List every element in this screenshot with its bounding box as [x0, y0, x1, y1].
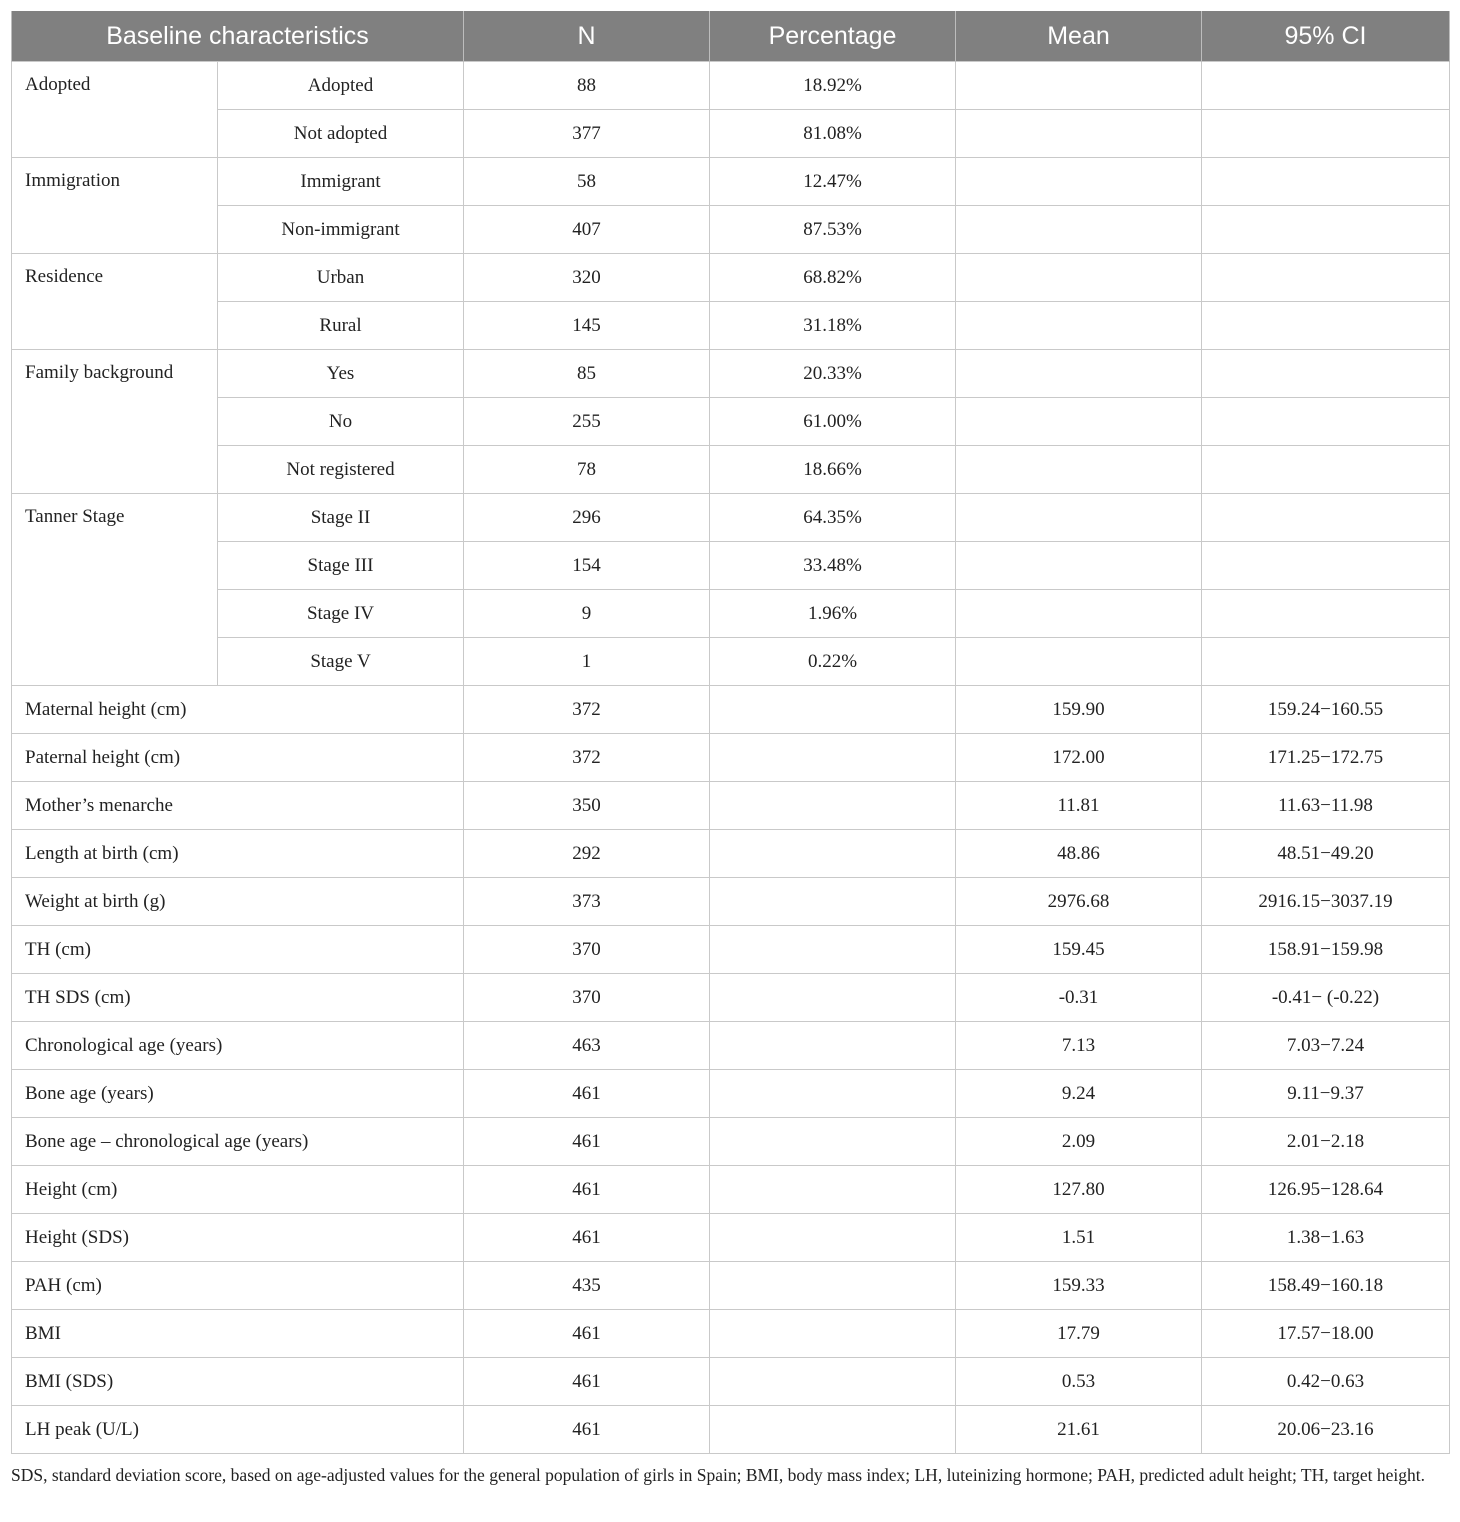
- subcategory-cell: No: [218, 398, 464, 446]
- measure-label: Mother’s menarche: [12, 782, 464, 830]
- ci-cell: 20.06−23.16: [1202, 1406, 1450, 1454]
- subcategory-cell: Stage V: [218, 638, 464, 686]
- mean-cell: 11.81: [956, 782, 1202, 830]
- category-cell: Immigration: [12, 158, 218, 254]
- table-row: [12, 1118, 1450, 1166]
- mean-cell: [956, 542, 1202, 590]
- percentage-cell: [710, 974, 956, 1022]
- percentage-cell: 0.22%: [710, 638, 956, 686]
- percentage-cell: [710, 686, 956, 734]
- n-cell: 372: [464, 734, 710, 782]
- percentage-cell: 31.18%: [710, 302, 956, 350]
- n-cell: 296: [464, 494, 710, 542]
- mean-cell: [956, 158, 1202, 206]
- header-characteristics: Baseline characteristics: [12, 11, 464, 62]
- percentage-cell: [710, 830, 956, 878]
- n-cell: 9: [464, 590, 710, 638]
- n-cell: 1: [464, 638, 710, 686]
- table-row: [12, 350, 1450, 398]
- table-row: [12, 398, 1450, 446]
- n-cell: 461: [464, 1070, 710, 1118]
- table-row: [12, 1406, 1450, 1454]
- mean-cell: 2976.68: [956, 878, 1202, 926]
- table-row: [12, 1022, 1450, 1070]
- percentage-cell: [710, 1118, 956, 1166]
- percentage-cell: 68.82%: [710, 254, 956, 302]
- percentage-cell: [710, 926, 956, 974]
- table-row: [12, 446, 1450, 494]
- ci-cell: 7.03−7.24: [1202, 1022, 1450, 1070]
- table-row: [12, 62, 1450, 110]
- ci-cell: 2.01−2.18: [1202, 1118, 1450, 1166]
- n-cell: 320: [464, 254, 710, 302]
- table-row: [12, 974, 1450, 1022]
- mean-cell: 2.09: [956, 1118, 1202, 1166]
- mean-cell: [956, 302, 1202, 350]
- mean-cell: [956, 398, 1202, 446]
- percentage-cell: [710, 1022, 956, 1070]
- ci-cell: 2916.15−3037.19: [1202, 878, 1450, 926]
- mean-cell: [956, 206, 1202, 254]
- mean-cell: 127.80: [956, 1166, 1202, 1214]
- measure-label: BMI (SDS): [12, 1358, 464, 1406]
- n-cell: 461: [464, 1310, 710, 1358]
- n-cell: 461: [464, 1118, 710, 1166]
- mean-cell: 17.79: [956, 1310, 1202, 1358]
- ci-cell: [1202, 206, 1450, 254]
- ci-cell: [1202, 398, 1450, 446]
- ci-cell: [1202, 446, 1450, 494]
- measure-label: Paternal height (cm): [12, 734, 464, 782]
- n-cell: 85: [464, 350, 710, 398]
- n-cell: 461: [464, 1358, 710, 1406]
- header-mean: Mean: [956, 11, 1202, 62]
- table-row: [12, 494, 1450, 542]
- table-row: [12, 254, 1450, 302]
- n-cell: 377: [464, 110, 710, 158]
- percentage-cell: 12.47%: [710, 158, 956, 206]
- mean-cell: 159.45: [956, 926, 1202, 974]
- ci-cell: 11.63−11.98: [1202, 782, 1450, 830]
- measure-label: TH SDS (cm): [12, 974, 464, 1022]
- n-cell: 373: [464, 878, 710, 926]
- n-cell: 461: [464, 1406, 710, 1454]
- measure-label: TH (cm): [12, 926, 464, 974]
- ci-cell: 48.51−49.20: [1202, 830, 1450, 878]
- table-row: [12, 542, 1450, 590]
- category-cell: Family background: [12, 350, 218, 494]
- mean-cell: 48.86: [956, 830, 1202, 878]
- percentage-cell: [710, 1310, 956, 1358]
- mean-cell: [956, 638, 1202, 686]
- percentage-cell: 18.66%: [710, 446, 956, 494]
- table-row: [12, 110, 1450, 158]
- n-cell: 407: [464, 206, 710, 254]
- n-cell: 58: [464, 158, 710, 206]
- n-cell: 461: [464, 1166, 710, 1214]
- mean-cell: [956, 590, 1202, 638]
- table-row: [12, 734, 1450, 782]
- table-row: [12, 878, 1450, 926]
- table-header: [12, 11, 1450, 62]
- measure-label: Chronological age (years): [12, 1022, 464, 1070]
- table-row: [12, 158, 1450, 206]
- ci-cell: 126.95−128.64: [1202, 1166, 1450, 1214]
- table-row: [12, 1166, 1450, 1214]
- subcategory-cell: Immigrant: [218, 158, 464, 206]
- mean-cell: 1.51: [956, 1214, 1202, 1262]
- table-row: [12, 1214, 1450, 1262]
- ci-cell: 17.57−18.00: [1202, 1310, 1450, 1358]
- mean-cell: [956, 62, 1202, 110]
- subcategory-cell: Stage II: [218, 494, 464, 542]
- percentage-cell: 81.08%: [710, 110, 956, 158]
- n-cell: 435: [464, 1262, 710, 1310]
- n-cell: 88: [464, 62, 710, 110]
- mean-cell: 159.33: [956, 1262, 1202, 1310]
- percentage-cell: 20.33%: [710, 350, 956, 398]
- n-cell: 255: [464, 398, 710, 446]
- n-cell: 370: [464, 926, 710, 974]
- table-row: [12, 590, 1450, 638]
- percentage-cell: [710, 1166, 956, 1214]
- percentage-cell: 1.96%: [710, 590, 956, 638]
- ci-cell: [1202, 590, 1450, 638]
- measure-label: Bone age – chronological age (years): [12, 1118, 464, 1166]
- measure-label: PAH (cm): [12, 1262, 464, 1310]
- ci-cell: [1202, 254, 1450, 302]
- percentage-cell: 18.92%: [710, 62, 956, 110]
- measure-label: Bone age (years): [12, 1070, 464, 1118]
- table-row: [12, 1070, 1450, 1118]
- mean-cell: 172.00: [956, 734, 1202, 782]
- subcategory-cell: Stage IV: [218, 590, 464, 638]
- subcategory-cell: Not adopted: [218, 110, 464, 158]
- ci-cell: [1202, 302, 1450, 350]
- subcategory-cell: Non-immigrant: [218, 206, 464, 254]
- mean-cell: [956, 254, 1202, 302]
- ci-cell: 171.25−172.75: [1202, 734, 1450, 782]
- ci-cell: -0.41− (-0.22): [1202, 974, 1450, 1022]
- percentage-cell: 64.35%: [710, 494, 956, 542]
- ci-cell: 158.91−159.98: [1202, 926, 1450, 974]
- table-row: [12, 638, 1450, 686]
- mean-cell: [956, 350, 1202, 398]
- percentage-cell: [710, 1070, 956, 1118]
- subcategory-cell: Rural: [218, 302, 464, 350]
- subcategory-cell: Adopted: [218, 62, 464, 110]
- n-cell: 372: [464, 686, 710, 734]
- n-cell: 463: [464, 1022, 710, 1070]
- header-ci: 95% CI: [1202, 11, 1450, 62]
- header-n: N: [464, 11, 710, 62]
- ci-cell: [1202, 542, 1450, 590]
- percentage-cell: [710, 878, 956, 926]
- percentage-cell: [710, 1214, 956, 1262]
- n-cell: 461: [464, 1214, 710, 1262]
- mean-cell: [956, 446, 1202, 494]
- percentage-cell: [710, 782, 956, 830]
- measure-label: BMI: [12, 1310, 464, 1358]
- ci-cell: [1202, 158, 1450, 206]
- measure-label: Height (SDS): [12, 1214, 464, 1262]
- baseline-characteristics-table: [11, 11, 1450, 1454]
- table-row: [12, 782, 1450, 830]
- percentage-cell: 33.48%: [710, 542, 956, 590]
- measure-label: LH peak (U/L): [12, 1406, 464, 1454]
- table-row: [12, 926, 1450, 974]
- table-row: [12, 830, 1450, 878]
- percentage-cell: [710, 734, 956, 782]
- category-cell: Residence: [12, 254, 218, 350]
- table-row: [12, 1358, 1450, 1406]
- mean-cell: 9.24: [956, 1070, 1202, 1118]
- mean-cell: -0.31: [956, 974, 1202, 1022]
- measure-label: Length at birth (cm): [12, 830, 464, 878]
- table-row: [12, 206, 1450, 254]
- ci-cell: 9.11−9.37: [1202, 1070, 1450, 1118]
- ci-cell: [1202, 110, 1450, 158]
- mean-cell: 0.53: [956, 1358, 1202, 1406]
- percentage-cell: [710, 1262, 956, 1310]
- subcategory-cell: Urban: [218, 254, 464, 302]
- n-cell: 370: [464, 974, 710, 1022]
- ci-cell: [1202, 638, 1450, 686]
- measure-label: Maternal height (cm): [12, 686, 464, 734]
- subcategory-cell: Not registered: [218, 446, 464, 494]
- n-cell: 350: [464, 782, 710, 830]
- table-body: [12, 62, 1450, 1454]
- mean-cell: 159.90: [956, 686, 1202, 734]
- ci-cell: [1202, 494, 1450, 542]
- table-row: [12, 1262, 1450, 1310]
- subcategory-cell: Yes: [218, 350, 464, 398]
- measure-label: Weight at birth (g): [12, 878, 464, 926]
- n-cell: 145: [464, 302, 710, 350]
- percentage-cell: [710, 1406, 956, 1454]
- ci-cell: 1.38−1.63: [1202, 1214, 1450, 1262]
- mean-cell: [956, 494, 1202, 542]
- ci-cell: 158.49−160.18: [1202, 1262, 1450, 1310]
- category-cell: Tanner Stage: [12, 494, 218, 686]
- table-footnote: SDS, standard deviation score, based on age-adjusted values for the general population of girls in Spain; BMI, body mass index; LH, luteinizing hormone; PAH, predicted adult height; TH, target height.: [11, 1465, 1425, 1485]
- percentage-cell: 61.00%: [710, 398, 956, 446]
- table-row: [12, 686, 1450, 734]
- table-row: [12, 1310, 1450, 1358]
- category-cell: Adopted: [12, 62, 218, 158]
- ci-cell: [1202, 350, 1450, 398]
- ci-cell: 159.24−160.55: [1202, 686, 1450, 734]
- mean-cell: 21.61: [956, 1406, 1202, 1454]
- subcategory-cell: Stage III: [218, 542, 464, 590]
- n-cell: 78: [464, 446, 710, 494]
- percentage-cell: 87.53%: [710, 206, 956, 254]
- percentage-cell: [710, 1358, 956, 1406]
- header-percentage: Percentage: [710, 11, 956, 62]
- table-row: [12, 302, 1450, 350]
- measure-label: Height (cm): [12, 1166, 464, 1214]
- ci-cell: 0.42−0.63: [1202, 1358, 1450, 1406]
- n-cell: 154: [464, 542, 710, 590]
- mean-cell: [956, 110, 1202, 158]
- mean-cell: 7.13: [956, 1022, 1202, 1070]
- ci-cell: [1202, 62, 1450, 110]
- n-cell: 292: [464, 830, 710, 878]
